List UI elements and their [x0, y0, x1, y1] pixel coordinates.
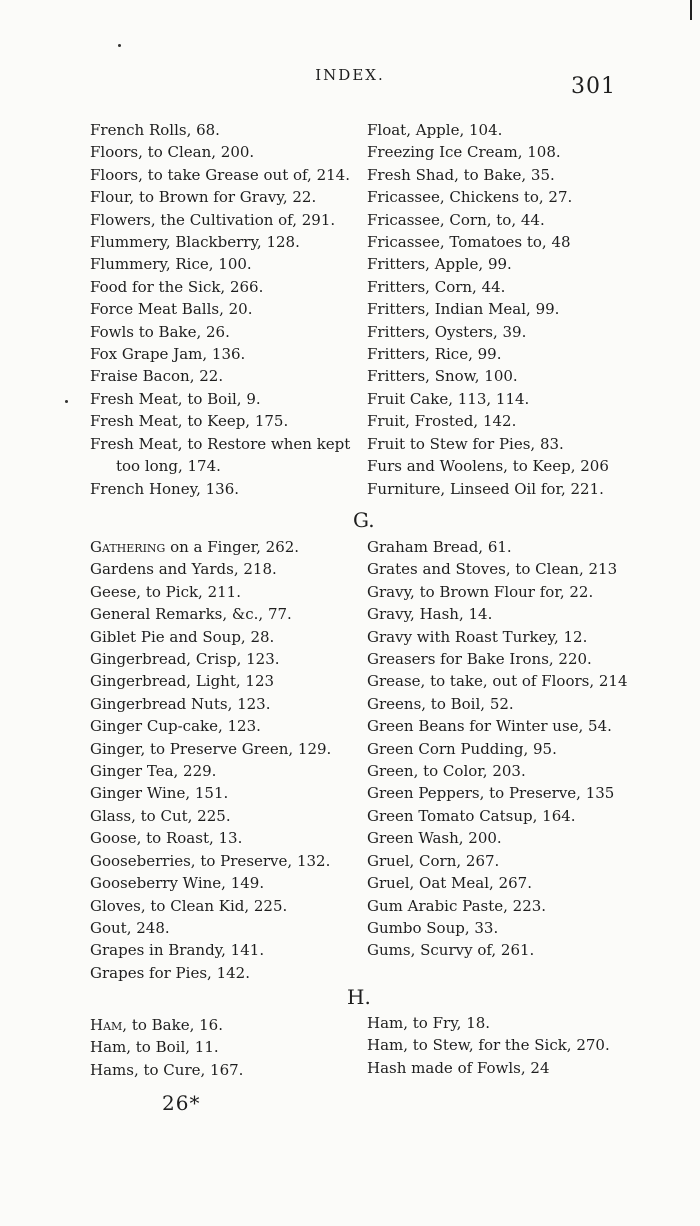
index-entry: Glass, to Cut, 225. — [90, 806, 231, 825]
index-entry: Giblet Pie and Soup, 28. — [90, 627, 275, 646]
index-entry-continuation: too long, 174. — [116, 457, 221, 476]
index-entry: Gravy, Hash, 14. — [367, 605, 493, 624]
index-entry: Gloves, to Clean Kid, 225. — [90, 896, 288, 915]
index-entry: Fritters, Corn, 44. — [367, 277, 506, 296]
index-entry: Grates and Stoves, to Clean, 213 — [367, 560, 618, 579]
index-entry: Flour, to Brown for Gravy, 22. — [90, 188, 317, 207]
index-entry: Ham, to Stew, for the Sick, 270. — [367, 1036, 610, 1055]
index-entry: Geese, to Pick, 211. — [90, 582, 241, 601]
index-entry: Ginger, to Preserve Green, 129. — [90, 739, 332, 758]
index-entry: Ginger Cup-cake, 123. — [90, 717, 261, 736]
ink-speck — [65, 400, 68, 403]
index-entry: Green Tomato Catsup, 164. — [367, 806, 576, 825]
index-entry: Gravy, to Brown Flour for, 22. — [367, 582, 594, 601]
index-entry: Floors, to take Grease out of, 214. — [90, 165, 350, 184]
index-entry: Green Peppers, to Preserve, 135 — [367, 784, 615, 803]
entry-lead-word: Ham — [90, 1016, 123, 1034]
index-entry: General Remarks, &c., 77. — [90, 605, 292, 624]
index-entry: Freezing Ice Cream, 108. — [367, 143, 561, 162]
index-entry: Gooseberries, to Preserve, 132. — [90, 851, 331, 870]
index-entry: Green, to Color, 203. — [367, 762, 526, 781]
index-entry: Fowls to Bake, 26. — [90, 322, 230, 341]
index-entry: Gruel, Oat Meal, 267. — [367, 874, 532, 893]
index-entry: Gingerbread Nuts, 123. — [90, 694, 271, 713]
index-entry: Fritters, Apple, 99. — [367, 255, 512, 274]
index-entry: Fritters, Oysters, 39. — [367, 322, 527, 341]
signature-mark: 26* — [162, 1091, 201, 1115]
section-letter-g: G. — [353, 508, 375, 532]
index-entry: Green Beans for Winter use, 54. — [367, 717, 612, 736]
index-entry: Food for the Sick, 266. — [90, 277, 264, 296]
index-entry: Fritters, Snow, 100. — [367, 367, 518, 386]
index-entry: Hash made of Fowls, 24 — [367, 1058, 550, 1077]
index-entry: Gumbo Soup, 33. — [367, 918, 499, 937]
index-entry: Fresh Shad, to Bake, 35. — [367, 165, 555, 184]
index-entry: Gingerbread, Crisp, 123. — [90, 650, 280, 669]
index-entry: Fruit Cake, 113, 114. — [367, 389, 530, 408]
h-left-column — [90, 1014, 355, 1081]
index-entry: Furs and Woolens, to Keep, 206 — [367, 457, 609, 476]
index-entry: Ham, to Boil, 11. — [90, 1038, 219, 1057]
index-entry: Fricassee, Tomatoes to, 48 — [367, 233, 571, 252]
g-right-column — [367, 536, 628, 962]
index-entry: Flowers, the Cultivation of, 291. — [90, 210, 336, 229]
index-entry: Grease, to take, out of Floors, 214 — [367, 672, 628, 691]
index-entry: Fresh Meat, to Keep, 175. — [90, 412, 289, 431]
index-entry: Gooseberry Wine, 149. — [90, 874, 265, 893]
index-entry: Grapes in Brandy, 141. — [90, 941, 265, 960]
index-entry: Fritters, Indian Meal, 99. — [367, 300, 560, 319]
running-header: INDEX. — [315, 66, 385, 84]
index-entry: Fraise Bacon, 22. — [90, 367, 224, 386]
f-right-column — [367, 119, 619, 500]
index-entry: Gardens and Yards, 218. — [90, 560, 277, 579]
h-right-column — [367, 1012, 619, 1079]
page-number: 301 — [571, 74, 616, 99]
index-entry — [90, 1014, 355, 1036]
index-entry: Gum Arabic Paste, 223. — [367, 896, 547, 915]
index-entry: Gruel, Corn, 267. — [367, 851, 500, 870]
index-entry: Hams, to Cure, 167. — [90, 1060, 244, 1079]
index-entry: Float, Apple, 104. — [367, 121, 503, 139]
index-entry: Green Corn Pudding, 95. — [367, 739, 557, 758]
index-entry: Fruit, Frosted, 142. — [367, 412, 517, 431]
index-entry: Fricassee, Corn, to, 44. — [367, 210, 545, 229]
index-entry: Grapes for Pies, 142. — [90, 963, 250, 982]
ink-speck — [118, 44, 121, 47]
index-entry — [90, 536, 355, 558]
index-entry: Fox Grape Jam, 136. — [90, 345, 246, 364]
index-entry: Goose, to Roast, 13. — [90, 829, 243, 848]
section-letter-h: H. — [347, 985, 371, 1009]
index-entry: Greasers for Bake Irons, 220. — [367, 650, 592, 669]
index-entry: Floors, to Clean, 200. — [90, 143, 255, 162]
f-left-column — [90, 119, 355, 500]
index-entry: Flummery, Blackberry, 128. — [90, 233, 300, 252]
entry-rest: on a Finger, 262. — [165, 538, 300, 556]
g-left-column — [90, 536, 355, 984]
index-entry: Gums, Scurvy of, 261. — [367, 941, 535, 960]
index-entry: Fresh Meat, to Boil, 9. — [90, 389, 261, 408]
index-entry: Gout, 248. — [90, 918, 170, 937]
index-entry: Ginger Tea, 229. — [90, 762, 217, 781]
index-entry: Fritters, Rice, 99. — [367, 345, 502, 364]
index-entry: Gravy with Roast Turkey, 12. — [367, 627, 588, 646]
index-entry: Fresh Meat, to Restore when kept — [90, 434, 351, 453]
entry-lead-word: Gathering — [90, 538, 166, 556]
index-entry: Ginger Wine, 151. — [90, 784, 229, 803]
index-entry: Furniture, Linseed Oil for, 221. — [367, 479, 604, 498]
margin-mark — [690, 0, 692, 20]
index-entry: Ham, to Fry, 18. — [367, 1014, 491, 1032]
index-entry: Fricassee, Chickens to, 27. — [367, 188, 573, 207]
index-entry: Graham Bread, 61. — [367, 538, 512, 556]
index-entry: French Rolls, 68. — [90, 121, 220, 139]
index-entry: Fruit to Stew for Pies, 83. — [367, 434, 564, 453]
index-entry: Gingerbread, Light, 123 — [90, 672, 275, 691]
index-entry: Greens, to Boil, 52. — [367, 694, 514, 713]
index-entry: Green Wash, 200. — [367, 829, 502, 848]
index-entry: Flummery, Rice, 100. — [90, 255, 252, 274]
entry-rest: , to Bake, 16. — [122, 1016, 223, 1034]
index-entry: French Honey, 136. — [90, 479, 240, 498]
index-entry: Force Meat Balls, 20. — [90, 300, 253, 319]
